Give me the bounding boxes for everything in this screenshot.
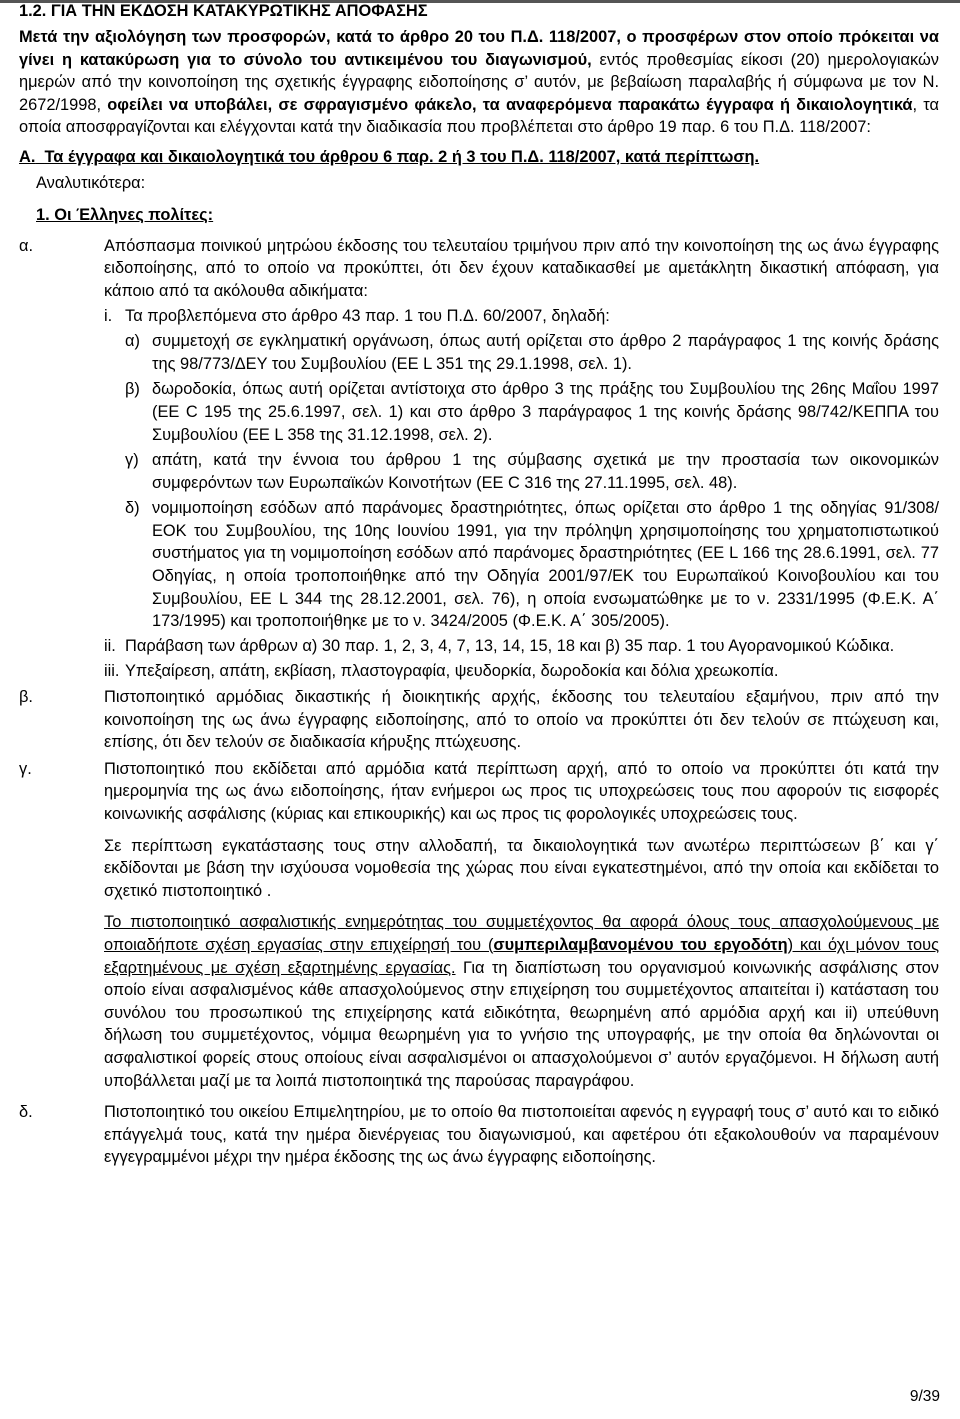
document-body (19, 0, 939, 1169)
item-gamma-paragraph-2: Σε περίπτωση εγκατάστασης τους στην αλλοδαπή, τα δικαιολογητικά των ανωτέρω περιπτώσεων β΄ και γ΄ εκδίδονται με βάση την ισχύουσα νομοθεσία της χώρας που είναι εγκατεστημένοι, από την οποία και εκδίδεται το σχετικό πιστοποιητικό . (104, 836, 939, 900)
roman-iii-text: Υπεξαίρεση, απάτη, εκβίαση, πλαστογραφία, ψευδορκία, δωροδοκία και δόλια χρεωκοπία. (125, 662, 779, 681)
roman-i (19, 305, 939, 328)
insurance-note-employer: συμπεριλαμβανομένου του εργοδότη (493, 935, 788, 954)
intro-bold-3: οφείλει να υποβάλει, σε σφραγισμένο φάκελο, τα αναφερόμενα παρακάτω έγγραφα ή δικαιολογητικά (107, 95, 913, 114)
item-delta-label: δ. (19, 1103, 33, 1122)
item-gamma-content (104, 758, 939, 1092)
section-a-label: Α. (19, 147, 36, 166)
intro-bold-1: Μετά την αξιολόγηση των προσφορών, κατά το άρθρο 20 του Π.Δ. 118/2007, ο προσφέρων στον οποίο πρόκειται να γίνει η κατακύρωση για το σύνολο του αντικειμένου του διαγωνισμού, (19, 28, 939, 69)
roman-i-text: Τα προβλεπόμενα στο άρθρο 43 παρ. 1 του Π.Δ. 60/2007, δηλαδή: (125, 306, 610, 325)
page-number: 9/39 (909, 1388, 940, 1406)
roman-iii-label: iii. (104, 662, 120, 681)
item-beta-label: β. (19, 688, 33, 707)
item-alpha (19, 235, 939, 303)
sub-item-d (19, 497, 939, 633)
sub-item-b (19, 378, 939, 446)
item-gamma-label: γ. (19, 759, 32, 778)
sub-item-c (19, 449, 939, 494)
insurance-note-underlined: Το πιστοποιητικό ασφαλιστικής ενημερότητας του συμμετέχοντος θα αφορά όλους τους απασχολούμενους με οποιαδήποτε σχέση εργασίας στην επιχείρησή του ( (104, 913, 939, 954)
item-gamma-text: Πιστοποιητικό που εκδίδεται από αρμόδια κατά περίπτωση αρχή, από το οποίο να προκύπτει ότι κατά την ημερομηνία της ως άνω ειδοποίησης, ήταν ενήμεροι ως προς τις υποχρεώσεις τους που αφορούν τις εισφορές κοινωνικής ασφάλισης (κύριας και επικουρικής) και ως προς τις φορολογικές υποχρεώσεις τους. (104, 759, 939, 823)
insurance-note-rest: Για τη διαπίστωση του οργανισμού κοινωνικής ασφάλισης στον οποίο είναι ασφαλισμένος κάθε απασχολούμενος στην επιχείρηση του συμμετέχοντος απαιτείται i) κατάσταση του συνόλου του προσωπικού της επιχείρησης κατά ειδικότητα, θεωρημένη από αρμόδια αρχή και ii) υπεύθυνη δήλωση του συμμετέχοντος, νόμιμα θεωρημένη για το γνήσιο της υπογραφής, με την οποία θα δηλώνονται οι ασφαλιστικοί φορείς στους οποίους είναι ασφαλισμένοι οι απασχολούμενοι σ’ αυτόν εργαζόμενοι. Η δήλωση αυτή υποβάλλεται μαζί με τα λοιπά πιστοποιητικά της παρούσας παραγράφου. (104, 958, 940, 1090)
intro-paragraph (19, 26, 939, 139)
intro-text-4: , τα οποία αποσφραγίζονται και ελέγχονται κατά την διαδικασία που προβλέπεται στο άρθρο 19 παρ. 6 του Π.Δ. 118/2007: (19, 95, 939, 137)
sub-item-text: απάτη, κατά την έννοια του άρθρου 1 της σύμβασης σχετικά με την προστασία των οικονομικών συμφερόντων των Ευρωπαϊκών Κοινοτήτων (ΕΕ C 316 της 27.11.1995, σελ. 48). (152, 451, 939, 492)
section-a-title: Τα έγγραφα και δικαιολογητικά του άρθρου 6 παρ. 2 ή 3 του Π.Δ. 118/2007, κατά περίπτωση. (44, 147, 760, 166)
item-gamma-paragraph-3 (104, 911, 939, 1092)
sub-item-text: δωροδοκία, όπως αυτή ορίζεται αντίστοιχα στο άρθρο 3 της πράξης του Συμβουλίου της 26ης Μαΐου 1997 (ΕΕ C 195 της 25.6.1997, σελ. 1) και στο άρθρο 3 παράγραφος 1 της κοινής δράσης 98/742/ΚΕΠΠΑ του Συμβουλίου (ΕΕ L 358 της 31.12.1998, σελ. 2). (152, 380, 939, 444)
item-delta (19, 1101, 939, 1169)
item-beta-text: Πιστοποιητικό αρμόδιας δικαστικής ή διοικητικής αρχής, έκδοσης του τελευταίου εξαμήνου, πριν από την κοινοποίηση της ως άνω έγγραφης ειδοποίησης, από το οποίο να προκύπτει ότι δεν τελούν σε πτώχευση και, επίσης, ότι δεν τελούν σε διαδικασία κήρυξης πτώχευσης. (104, 688, 939, 752)
roman-ii-text: Παράβαση των άρθρων α) 30 παρ. 1, 2, 3, 4, 7, 13, 14, 15, 18 και β) 35 παρ. 1 του Αγορανομικού Κώδικα. (125, 636, 895, 655)
roman-i-label: i. (104, 306, 113, 325)
item-alpha-label: α. (19, 236, 34, 255)
intro-text-2: εντός προθεσμίας είκοσι (20) ημερολογιακών ημερών από την κοινοποίηση της σχετικής έγγραφης ειδοποίησης σ’ αυτόν, με βεβαίωση παραλαβής ή σύμφωνα με τον Ν. 2672/1998, (19, 50, 939, 114)
sub-item-label: δ) (125, 499, 140, 518)
sub-item-text: συμμετοχή σε εγκληματική οργάνωση, όπως αυτή ορίζεται στο άρθρο 2 παράγραφος 1 της κοινής δράσης της 98/773/ΔΕΥ του Συμβουλίου (ΕΕ L 351 της 29.1.1998, σελ. 1). (152, 332, 939, 373)
item-delta-text: Πιστοποιητικό του οικείου Επιμελητηρίου, με το οποίο θα πιστοποιείται αφενός η εγγραφή τους σ’ αυτό και το ειδικό επάγγελμά τους, κατά την ημέρα διενέργειας του διαγωνισμού, και αφετέρου ότι εξακολουθούν να παραμένουν εγγεγραμμένοι μέχρι την ημέρα έκδοσης της ως άνω έγγραφης ειδοποίησης. (104, 1103, 939, 1167)
greek-citizens-heading: 1. Οι Έλληνες πολίτες: (36, 206, 214, 225)
section-a-heading (19, 146, 939, 169)
roman-ii (19, 635, 939, 658)
item-gamma (19, 758, 939, 1092)
sub-item-label: β) (125, 380, 140, 399)
section-heading: 1.2. ΓΙΑ ΤΗΝ ΕΚΔΟΣΗ ΚΑΤΑΚΥΡΩΤΙΚΗΣ ΑΠΟΦΑΣΗΣ (19, 2, 428, 20)
sub-item-label: α) (125, 332, 140, 351)
item-beta (19, 686, 939, 754)
roman-ii-label: ii. (104, 636, 116, 655)
sub-item-text: νομιμοποίηση εσόδων από παράνομες δραστηριότητες, όπως ορίζεται στο άρθρο 1 της οδηγίας 91/308/ ΕΟΚ του Συμβουλίου, της 10ης Ιουνίου 1991, για την πρόληψη χρησιμοποίησης του χρηματοπιστωτικού συστήματος για τη νομιμοποίηση εσόδων από παράνομες δραστηριότητες (ΕΕ L 166 της 28.6.1991, σελ. 77 Οδηγίας, η οποία τροποποιήθηκε από την Οδηγία 2001/97/ΕΚ του Ευρωπαϊκού Κοινοβουλίου και του Συμβουλίου, ΕΕ L 344 της 28.12.2001, σελ. 76), η οποία ενσωματώθηκε με το ν. 2331/1995 (Φ.Ε.Κ. Α΄ 173/1995) και τροποποιήθηκε με το ν. 3424/2005 (Φ.Ε.Κ. Α΄ 305/2005). (152, 499, 939, 631)
analytically-label: Αναλυτικότερα: (36, 173, 146, 192)
sub-item-a (19, 330, 939, 375)
sub-item-label: γ) (125, 451, 139, 470)
item-alpha-text: Απόσπασμα ποινικού μητρώου έκδοσης του τελευταίου τριμήνου πριν από την κοινοποίηση της ως άνω έγγραφης ειδοποίησης, από το οποίο να προκύπτει, ότι δεν έχουν καταδικασθεί με αμετάκλητη δικαστική απόφαση, για κάποιο από τα ακόλουθα αδικήματα: (104, 236, 939, 300)
insurance-note-underlined-2: ) και όχι μόνον τους εξαρτημένους με σχέση εξαρτημένης εργασίας. (104, 935, 939, 977)
roman-iii (19, 660, 939, 683)
